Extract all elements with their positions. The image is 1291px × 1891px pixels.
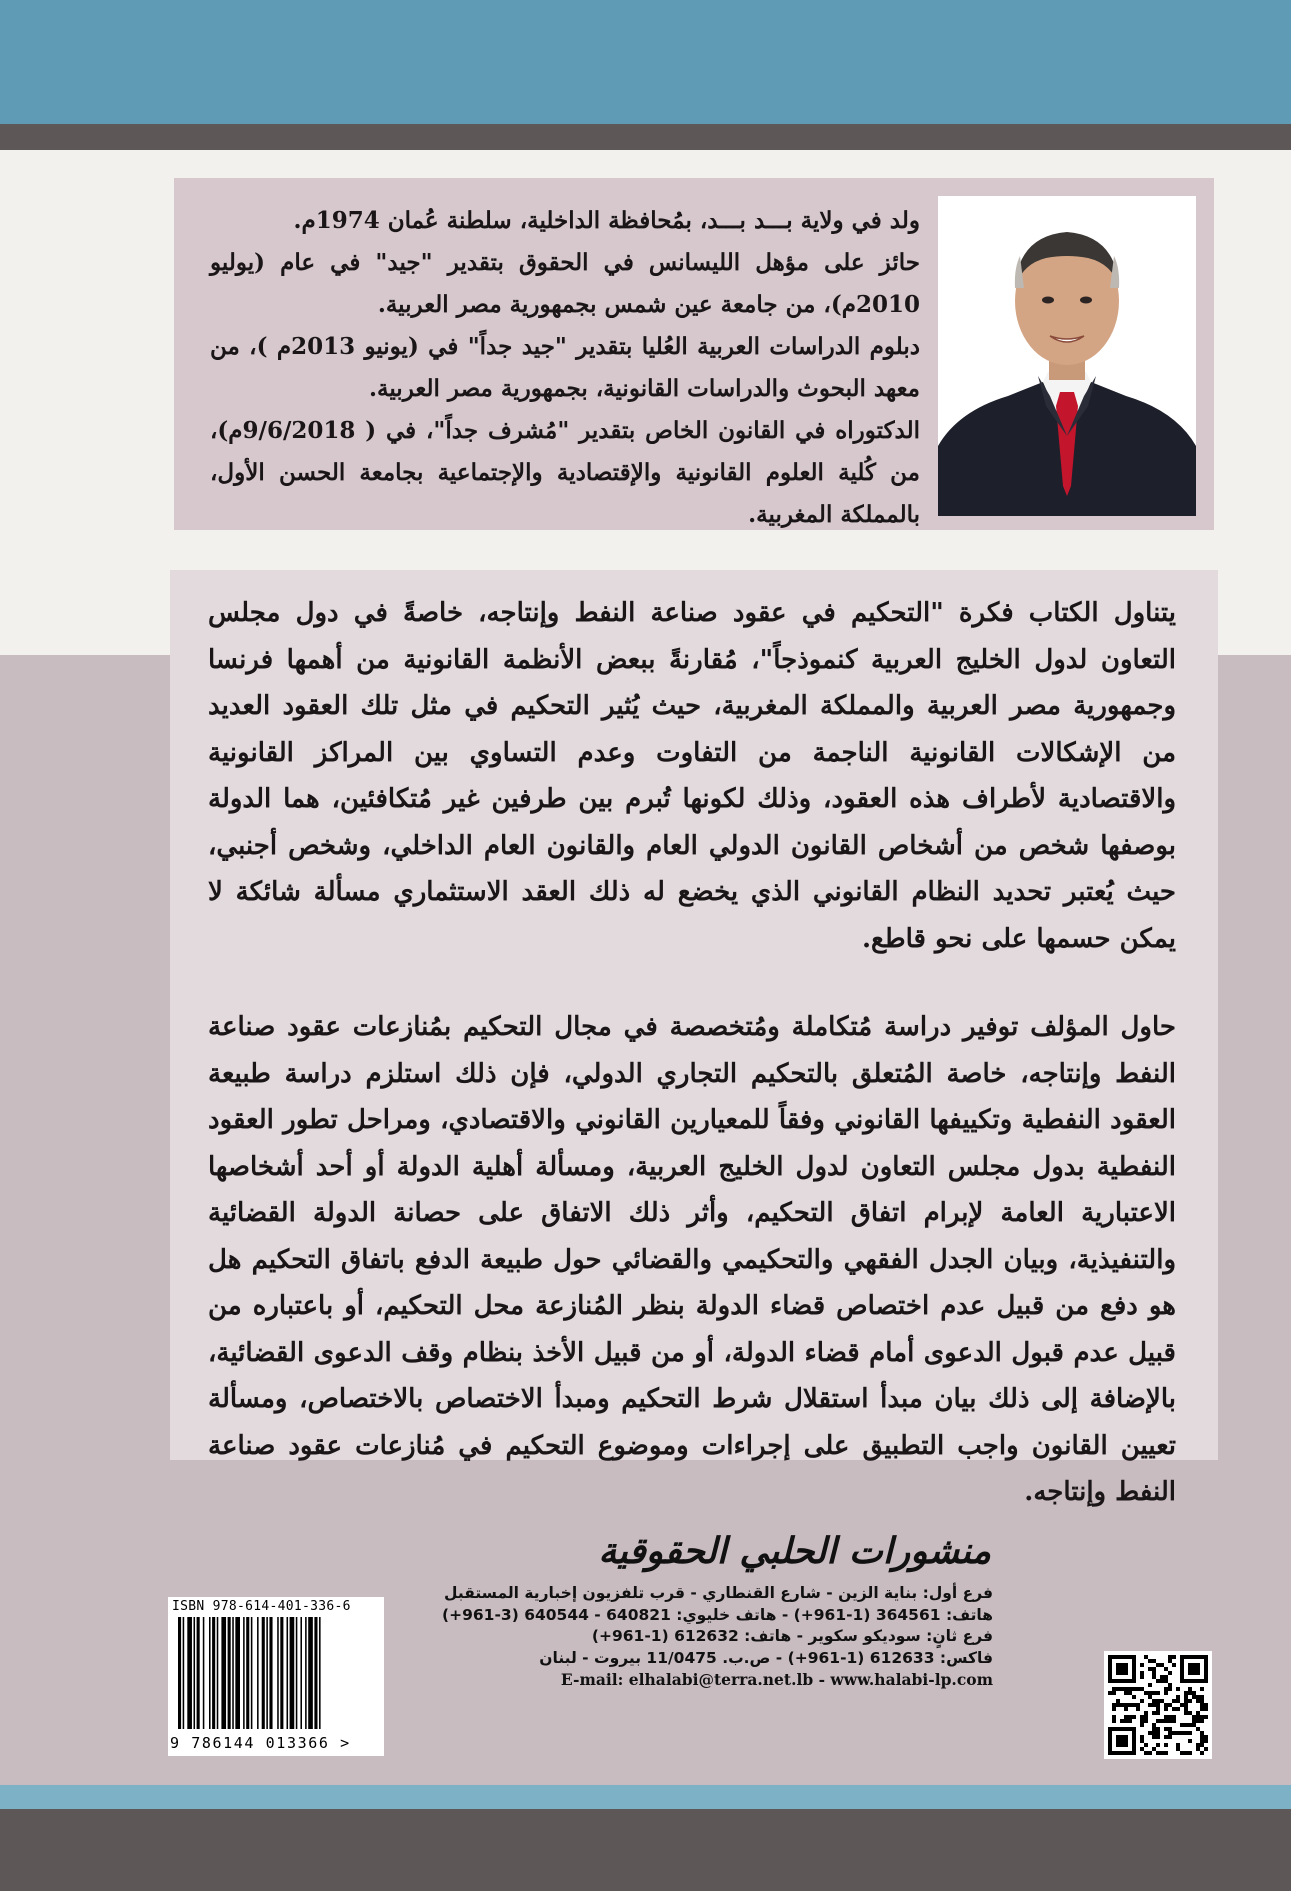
qr-code-icon: [1104, 1651, 1212, 1759]
isbn-digits: 9 786144 013366 >: [170, 1734, 351, 1752]
top-dark-band: [0, 124, 1291, 150]
bottom-blue-band: [0, 1785, 1291, 1809]
book-description: [208, 590, 1176, 1516]
publisher-logo: منشورات الحلبي الحقوقية: [598, 1530, 991, 1572]
address-line: فاكس: 612633 (1-961+) - ص.ب. 11/0475 بيروت - لبنان: [539, 1648, 993, 1667]
address-line: فرع أول: بناية الزين - شارع القنطاري - قرب تلفزيون إخبارية المستقبل: [444, 1584, 993, 1602]
barcode-icon: [176, 1617, 376, 1733]
bio-line: دبلوم الدراسات العربية العُليا بتقدير "جيد جداً" في (يونيو 2013م )، من معهد البحوث والدراسات القانونية، بجمهورية مصر العربية.: [210, 333, 920, 402]
bio-line: ولد في ولاية بـــد بـــد، بمُحافظة الداخلية، سلطنة عُمان 1974م.: [293, 207, 920, 234]
publisher-address: [442, 1583, 993, 1691]
top-blue-band: [0, 0, 1291, 124]
author-bio-text: [210, 200, 920, 536]
author-portrait-icon: [938, 196, 1196, 516]
bottom-dark-band: [0, 1809, 1291, 1891]
email-line: E-mail: elhalabi@terra.net.lb - www.halabi-lp.com: [560, 1670, 993, 1689]
description-paragraph: يتناول الكتاب فكرة "التحكيم في عقود صناعة النفط وإنتاجه، خاصةً في دول مجلس التعاون لدول الخليج العربية كنموذجاً"، مُقارنةً ببعض الأنظمة القانونية من أهمها فرنسا وجمهورية مصر العربية والمملكة المغربية، حيث يُثير التحكيم في مثل تلك العقود العديد من الإشكالات القانونية الناجمة من التفاوت وعدم التساوي بين المراكز القانونية والاقتصادية لأطراف هذه العقود، وذلك لكونها تُبرم بين طرفين غير مُتكافئين، هما الدولة بوصفها شخص من أشخاص القانون الدولي العام والقانون العام الداخلي، وشخص أجنبي، حيث يُعتبر تحديد النظام القانوني الذي يخضع له ذلك العقد الاستثماري مسألة شائكة لا يمكن حسمها على نحو قاطع.: [208, 598, 1176, 954]
bio-line: حائز على مؤهل الليسانس في الحقوق بتقدير "جيد" في عام (يوليو 2010م)، من جامعة عين شمس بجمهورية مصر العربية.: [210, 249, 920, 318]
author-photo: [938, 196, 1196, 516]
qr-code: [1104, 1651, 1212, 1759]
isbn-label: ISBN 978-614-401-336-6: [172, 1599, 351, 1614]
bio-line: الدكتوراه في القانون الخاص بتقدير "مُشرف جداً"، في ( 9/6/2018م)، من كُلية العلوم القانونية والإقتصادية والإجتماعية بجامعة الحسن الأول، بالمملكة المغربية.: [210, 417, 920, 528]
address-line: فرع ثانٍ: سوديكو سكوير - هاتف: 612632 (1-961+): [591, 1627, 993, 1645]
address-line: هاتف: 364561 (1-961+) - هاتف خليوي: 640821 - 640544 (3-961+): [442, 1605, 993, 1624]
description-paragraph: حاول المؤلف توفير دراسة مُتكاملة ومُتخصصة في مجال التحكيم بمُنازعات عقود صناعة النفط وإنتاجه، خاصة المُتعلق بالتحكيم التجاري الدولي، فإن ذلك استلزم دراسة طبيعة العقود النفطية وتكييفها القانوني وفقاً للمعيارين القانوني والاقتصادي، ومراحل تطور العقود النفطية بدول مجلس التعاون لدول الخليج العربية، ومسألة أهلية الدولة أو أحد أشخاصها الاعتبارية العامة لإبرام اتفاق التحكيم، وأثر ذلك الاتفاق على حصانة الدولة القضائية والتنفيذية، وبيان الجدل الفقهي والتحكيمي والقضائي حول طبيعة الدفع باتفاق التحكيم هل هو دفع من قبيل عدم اختصاص قضاء الدولة بنظر المُنازعة محل التحكيم، أو باعتباره من قبيل عدم قبول الدعوى أمام قضاء الدولة، أو من قبيل الأخذ بنظام وقف الدعوى القضائية، بالإضافة إلى ذلك بيان مبدأ استقلال شرط التحكيم ومبدأ الاختصاص بالاختصاص، ومسألة تعيين القانون واجب التطبيق على إجراءات وموضوع التحكيم في مُنازعات عقود صناعة النفط وإنتاجه.: [208, 1012, 1176, 1507]
